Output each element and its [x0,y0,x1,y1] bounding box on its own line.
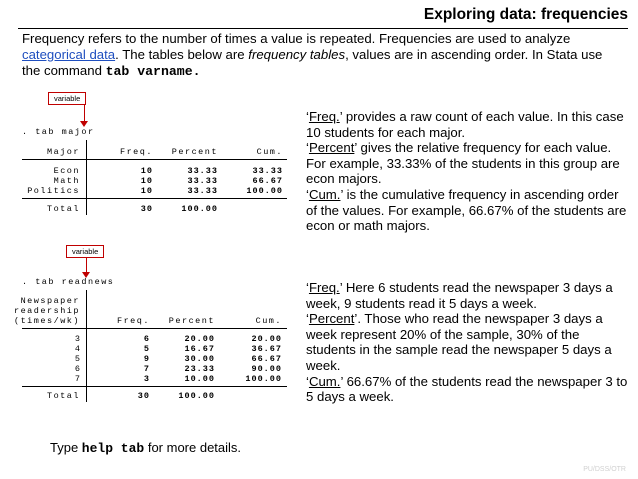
watermark: PU/DSS/OTR [583,466,626,473]
table1-row-label: Econ [53,166,80,176]
table2-row-freq: 5 [143,344,150,354]
term-cum: Cum. [308,373,341,389]
intro-command: tab varname. [105,64,201,79]
stata-command-1: . tab major [22,127,95,137]
intro-text-1: Frequency refers to the number of times a value is repeated. Frequencies are used to analyze [22,31,571,46]
table1-row-percent: 33.33 [187,176,218,186]
explanation-freq: ‘Freq.’ Here 6 students read the newspaper 3 days a week, 9 students read it 5 days a week. [306,280,613,311]
table1-header-percent: Percent [171,147,218,157]
term-freq: Freq. [308,109,340,124]
table2-header-label-line: Newspaper [20,296,80,306]
table2-row-freq: 7 [143,364,150,374]
table2-row-label: 7 [74,374,80,384]
footer-command: help tab [81,441,145,456]
table2-header-label-line: (times/wk) [13,316,80,326]
explanation-cum-text: is the cumulative frequency in ascending order of the values. For example, 66.67% of the students are econ or math majors. [306,186,627,234]
explanation-cum: ‘Cum.’ 66.67% of the students read the newspaper 3 to 5 days a week. [306,373,628,405]
table1-total-rule [22,198,287,199]
intro-italic: frequency tables [248,47,346,62]
table2-row-cum: 100.00 [245,374,282,384]
explanation-percent: ‘Percent’. Those who read the newspaper 3 days a week represent 20% of the sample, 30% of the students in the sample read the newspaper 5 days a week. [306,311,612,373]
table2-total-label: Total [46,391,80,401]
table1-row-label: Politics [27,186,80,196]
explanation-table2 [306,280,632,405]
explanation-freq-text: provides a raw count of each value. In this case 10 students for each major. [306,109,624,140]
table2-row-label: 3 [74,334,80,344]
table1-row-cum: 66.67 [252,176,283,186]
table1-row-percent: 33.33 [187,186,218,196]
table2-header-label-line: readership [13,306,80,316]
stata-command-2: . tab readnews [22,277,115,287]
table2-header-freq: Freq. [116,316,150,326]
table2-total-rule [22,386,287,387]
page-title: Exploring data: frequencies [423,6,628,23]
table1-row-freq: 10 [140,176,153,186]
table1-header-rule [22,159,287,160]
table1-total-label: Total [46,204,80,214]
footer-post: for more details. [144,440,242,455]
explanation-cum-text: 66.67% of the students read the newspaper 3 to 5 days a week. [306,373,628,405]
variable-arrow-1 [84,105,85,122]
table2-row-freq: 6 [143,334,150,344]
table1-column-rule [86,140,87,215]
categorical-data-link[interactable]: categorical data [22,47,116,62]
table1-row-label: Math [53,176,80,186]
table2-row-cum: 36.67 [251,344,282,354]
table2-row-cum: 90.00 [251,364,282,374]
table1-total-percent: 100.00 [181,204,218,214]
table2-row-label: 6 [74,364,80,374]
table2-total-freq: 30 [137,391,150,401]
table1-header-cum: Cum. [256,147,283,157]
table1-header-freq: Freq. [119,147,153,157]
table2-row-cum: 20.00 [251,334,282,344]
variable-tag-1: variable [48,92,86,105]
explanation-freq: ‘Freq.’ provides a raw count of each value. In this case 10 students for each major. [306,109,624,140]
table1-row-freq: 10 [140,186,153,196]
explanation-cum: ‘Cum.’ is the cumulative frequency in ascending order of the values. For example, 66.67% of the students are econ or math majors. [306,186,627,234]
intro-text-2: . The tables below are [115,47,249,62]
table1-total-freq: 30 [140,204,153,214]
table1-row-cum: 33.33 [252,166,283,176]
table2-header-cum: Cum. [255,316,282,326]
explanation-percent-text: gives the relative frequency for each value. For example, 33.33% of the students in this group are econ majors. [306,140,620,187]
table2-row-label: 5 [74,354,80,364]
table2-header-rule [22,328,287,329]
term-percent: Percent [308,140,355,156]
footer-note [50,440,241,456]
variable-arrow-2 [86,258,87,273]
table2-row-percent: 20.00 [184,334,215,344]
table2-header-percent: Percent [168,316,215,326]
explanation-freq-text: Here 6 students read the newspaper 3 days a week, 9 students read it 5 days a week. [306,280,613,311]
table2-row-percent: 23.33 [184,364,215,374]
table1-row-percent: 33.33 [187,166,218,176]
table2-total-percent: 100.00 [178,391,215,401]
title-divider [18,28,628,29]
table2-row-label: 4 [74,344,80,354]
term-cum: Cum. [308,186,341,202]
table2-row-percent: 30.00 [184,354,215,364]
intro-text-3: , values are in ascending order. In Stata use the command [22,47,603,78]
variable-tag-2: variable [66,245,104,258]
explanation-percent: ‘Percent’ gives the relative frequency for each value. For example, 33.33% of the students in this group are econ majors. [306,140,620,187]
table2-row-percent: 10.00 [184,374,215,384]
table1-header-label: Major [46,147,80,157]
explanation-percent-text: . Those who read the newspaper 3 days a week represent 20% of the sample, 30% of the students in the sample read the newspaper 5 days a week. [306,311,612,373]
table1-row-cum: 100.00 [246,186,283,196]
explanation-table1 [306,109,632,234]
footer-pre: Type [50,440,82,455]
term-percent: Percent [308,311,355,327]
table1-row-freq: 10 [140,166,153,176]
table2-row-percent: 16.67 [184,344,215,354]
table2-row-cum: 66.67 [251,354,282,364]
intro-paragraph [22,31,622,80]
term-freq: Freq. [308,280,340,295]
table2-row-freq: 9 [143,354,150,364]
table2-row-freq: 3 [143,374,150,384]
